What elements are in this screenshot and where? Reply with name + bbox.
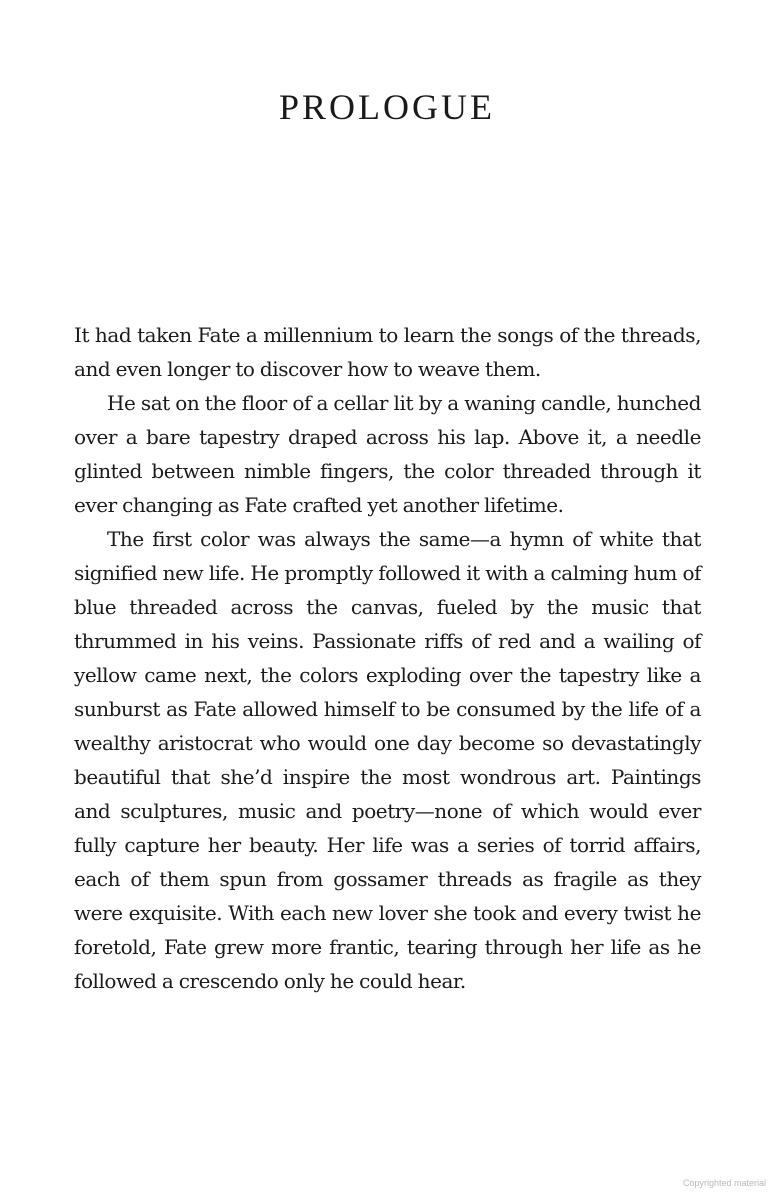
copyright-notice: Copyrighted material [682, 1178, 766, 1188]
chapter-title: PROLOGUE [278, 87, 495, 127]
paragraph-1: It had taken Fate a millennium to learn the songs of the threads, and even longer to discover how to weave them. [74, 323, 701, 381]
chapter-body [74, 318, 701, 998]
paragraph-2: He sat on the floor of a cellar lit by a waning candle, hunched over a bare tapestry draped across his lap. Above it, a needle glinted between nimble fingers, the color threaded through it ever changing as Fate crafted yet another lifetime. [74, 391, 701, 517]
paragraph-3: The first color was always the same—a hymn of white that signified new life. He promptly followed it with a calming hum of blue threaded across the canvas, fueled by the music that thrummed in his veins. Passionate riffs of red and a wailing of yellow came next, the colors exploding over the tapestry like a sunburst as Fate allowed himself to be consumed by the life of a wealthy aristocrat who would one day become so devastatingly beautiful that she’d inspire the most wondrous art. Paintings and sculptures, music and poetry—none of which would ever fully capture her beauty. Her life was a series of torrid affairs, each of them spun from gossamer threads as fragile as they were exquisite. With each new lover she took and every twist he foretold, Fate grew more frantic, tearing through her life as he followed a crescendo only he could hear. [74, 527, 701, 993]
